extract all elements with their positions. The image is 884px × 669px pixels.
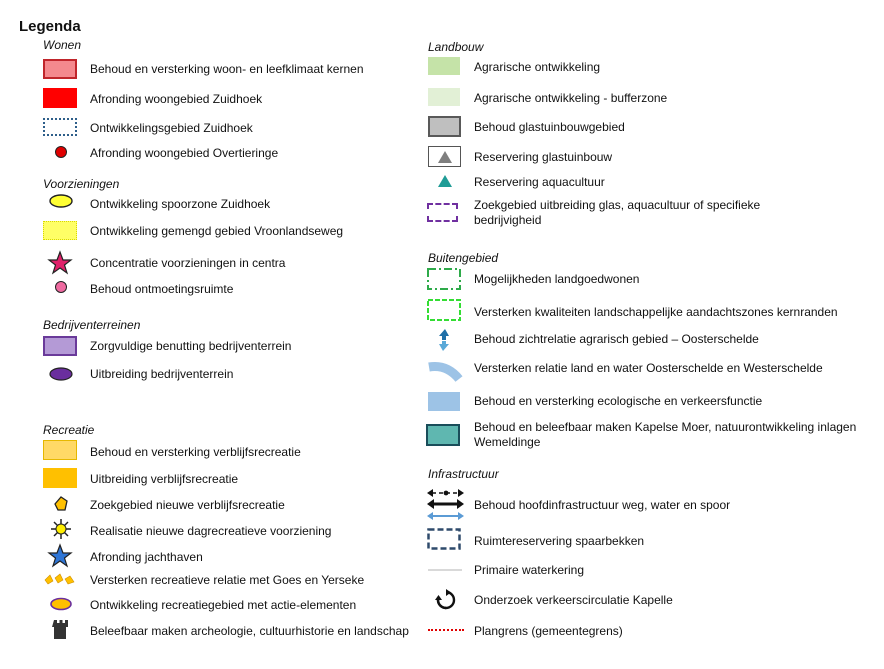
orange-ellipse-icon bbox=[48, 596, 74, 612]
label-verkeerscirculatie: Onderzoek verkeerscirculatie Kapelle bbox=[474, 593, 673, 607]
light-green-swatch bbox=[428, 88, 460, 106]
label-recreatiegebied-actie: Ontwikkeling recreatiegebied met actie-elementen bbox=[90, 598, 357, 612]
tower-icon bbox=[52, 618, 70, 640]
label-zichtrelatie-oosterschelde: Behoud zichtrelatie agrarisch gebied – Oosterschelde bbox=[474, 332, 759, 346]
water-relation-icon bbox=[427, 359, 463, 383]
label-kapelse-moer: Behoud en beleefbaar maken Kapelse Moer, natuurontwikkeling inlagen Wemeldinge bbox=[474, 420, 857, 449]
light-orange-swatch bbox=[43, 440, 77, 460]
infrastructure-arrows-icon bbox=[426, 487, 466, 523]
recreational-relation-icon bbox=[44, 572, 76, 586]
label-agrarische-bufferzone: Agrarische ontwikkeling - bufferzone bbox=[474, 91, 668, 105]
label-landgoedwonen: Mogelijkheden landgoedwonen bbox=[474, 272, 640, 286]
teal-triangle-icon bbox=[437, 174, 453, 188]
label-primaire-waterkering: Primaire waterkering bbox=[474, 563, 585, 577]
grey-line-swatch bbox=[428, 569, 462, 571]
sun-icon bbox=[51, 519, 71, 539]
section-bedrijventerreinen-title: Bedrijventerreinen bbox=[43, 318, 141, 332]
label-agrarische-ontwikkeling: Agrarische ontwikkeling bbox=[474, 60, 601, 74]
label-reservering-glastuinbouw: Reservering glastuinbouw bbox=[474, 150, 613, 164]
dashed-navy-swatch bbox=[427, 528, 463, 552]
label-zoekgebied-verblijfsrecreatie: Zoekgebied nieuwe verblijfsrecreatie bbox=[90, 498, 285, 512]
green-swatch bbox=[428, 57, 460, 75]
label-behoud-glastuinbouw: Behoud glastuinbouwgebied bbox=[474, 120, 625, 134]
star-blue-icon bbox=[48, 544, 72, 568]
label-ontwikkelingsgebied-zuidhoek: Ontwikkelingsgebied Zuidhoek bbox=[90, 121, 253, 135]
sky-blue-swatch bbox=[428, 392, 460, 411]
section-buitengebied-title: Buitengebied bbox=[428, 251, 499, 265]
kernen-swatch bbox=[43, 59, 77, 79]
label-spaarbekken: Ruimtereservering spaarbekken bbox=[474, 534, 645, 548]
label-uitbreiding-bedrijventerrein: Uitbreiding bedrijventerrein bbox=[90, 367, 234, 381]
label-ecologische-verkeersfunctie: Behoud en versterking ecologische en verkeersfunctie bbox=[474, 394, 763, 408]
label-landschappelijke-kernranden: Versterken kwaliteiten landschappelijke aandachtszones kernranden bbox=[474, 305, 838, 319]
label-afronding-jachthaven: Afronding jachthaven bbox=[90, 550, 203, 564]
label-plangrens: Plangrens (gemeentegrens) bbox=[474, 624, 623, 638]
pink-dot-icon bbox=[54, 280, 68, 294]
dashdot-green-swatch bbox=[427, 268, 461, 290]
label-dagrecreatieve-voorziening: Realisatie nieuwe dagrecreatieve voorziening bbox=[90, 524, 332, 538]
label-benutting-bedrijventerrein: Zorgvuldige benutting bedrijventerrein bbox=[90, 339, 292, 353]
label-concentratie-voorzieningen: Concentratie voorzieningen in centra bbox=[90, 256, 286, 270]
label-gemengd-vroonlandseweg: Ontwikkeling gemengd gebied Vroonlandseweg bbox=[90, 224, 344, 238]
grey-triangle-icon bbox=[437, 150, 453, 164]
red-dotted-line-swatch bbox=[428, 629, 464, 631]
red-dot-icon bbox=[54, 145, 68, 159]
circulation-icon bbox=[435, 589, 457, 611]
teal-swatch bbox=[426, 424, 460, 446]
yellow-ellipse-icon bbox=[48, 193, 74, 209]
label-spoorzone-zuidhoek: Ontwikkeling spoorzone Zuidhoek bbox=[90, 197, 271, 211]
section-recreatie-title: Recreatie bbox=[43, 423, 95, 437]
star-magenta-icon bbox=[48, 251, 72, 275]
dotted-blue-swatch bbox=[43, 118, 77, 136]
lilac-swatch bbox=[43, 336, 77, 356]
search-arrow-icon bbox=[52, 495, 70, 513]
dashed-purple-swatch bbox=[427, 203, 458, 222]
grey-swatch bbox=[428, 116, 461, 137]
label-behoud-verblijfsrecreatie: Behoud en versterking verblijfsrecreatie bbox=[90, 445, 301, 459]
legend-title: Legenda bbox=[19, 18, 81, 35]
section-landbouw-title: Landbouw bbox=[428, 40, 484, 54]
label-reservering-aquacultuur: Reservering aquacultuur bbox=[474, 175, 605, 189]
section-infrastructuur-title: Infrastructuur bbox=[428, 467, 499, 481]
zuidhoek-red-swatch bbox=[43, 88, 77, 108]
label-hoofdinfrastructuur: Behoud hoofdinfrastructuur weg, water en spoor bbox=[474, 498, 731, 512]
label-ontmoetingsruimte: Behoud ontmoetingsruimte bbox=[90, 282, 234, 296]
label-relatie-land-water: Versterken relatie land en water Oosterschelde en Westerschelde bbox=[474, 361, 823, 375]
orange-swatch bbox=[43, 468, 77, 488]
yellow-mixed-swatch bbox=[43, 221, 77, 240]
label-afronding-overtieringe: Afronding woongebied Overtieringe bbox=[90, 146, 279, 160]
label-behoud-woonklimaat: Behoud en versterking woon- en leefklimaat kernen bbox=[90, 62, 364, 76]
view-relation-icon bbox=[437, 328, 451, 352]
label-afronding-zuidhoek: Afronding woongebied Zuidhoek bbox=[90, 92, 263, 106]
label-recreatieve-relatie: Versterken recreatieve relatie met Goes en Yerseke bbox=[90, 573, 365, 587]
label-archeologie-cultuurhistorie: Beleefbaar maken archeologie, cultuurhistorie en landschap bbox=[90, 624, 409, 638]
label-zoekgebied-glas: Zoekgebied uitbreiding glas, aquacultuur of specifieke bedrijvigheid bbox=[474, 198, 761, 227]
dashed-green-swatch bbox=[427, 299, 461, 321]
purple-ellipse-icon bbox=[48, 366, 74, 382]
section-voorzieningen-title: Voorzieningen bbox=[43, 177, 120, 191]
section-wonen-title: Wonen bbox=[43, 38, 82, 52]
label-uitbreiding-verblijfsrecreatie: Uitbreiding verblijfsrecreatie bbox=[90, 472, 239, 486]
